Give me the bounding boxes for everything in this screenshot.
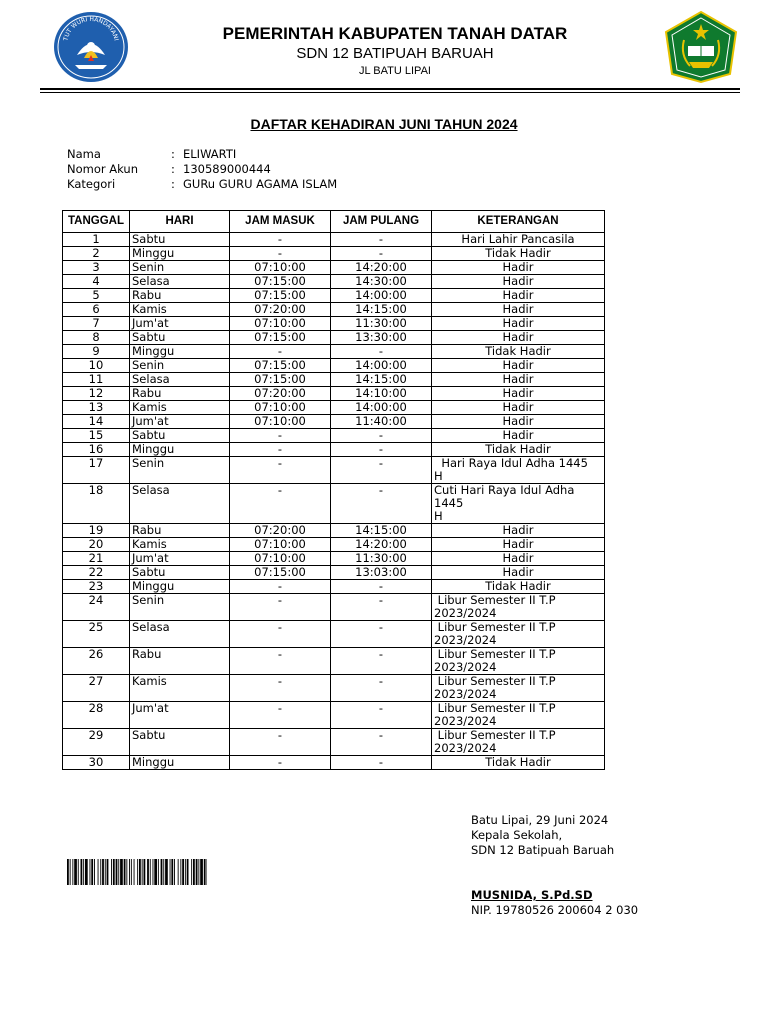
cell-jam-masuk: -: [230, 594, 331, 621]
barcode-bar: [200, 859, 203, 885]
info-value: 130589000444: [183, 162, 271, 176]
cell-keterangan: Libur Semester II T.P 2023/2024: [432, 594, 605, 621]
header-divider-thin: [40, 92, 740, 93]
cell-tanggal: 17: [63, 457, 130, 484]
cell-keterangan: Tidak Hadir: [432, 580, 605, 594]
government-heading: PEMERINTAH KABUPATEN TANAH DATAR: [222, 24, 568, 43]
cell-jam-pulang: -: [331, 648, 432, 675]
table-row: [63, 275, 605, 289]
barcode-bar: [161, 859, 163, 885]
cell-tanggal: 18: [63, 484, 130, 524]
cell-jam-pulang: 14:30:00: [331, 275, 432, 289]
cell-keterangan: Hadir: [432, 275, 605, 289]
table-row: [63, 401, 605, 415]
barcode-bar: [98, 859, 99, 885]
info-row-account: [67, 162, 337, 177]
info-colon: :: [171, 162, 175, 176]
cell-hari: Kamis: [130, 538, 230, 552]
cell-jam-pulang: 14:15:00: [331, 524, 432, 538]
cell-tanggal: 23: [63, 580, 130, 594]
cell-jam-pulang: -: [331, 345, 432, 359]
cell-jam-masuk: 07:10:00: [230, 538, 331, 552]
cell-jam-pulang: 11:40:00: [331, 415, 432, 429]
table-row: [63, 387, 605, 401]
cell-jam-masuk: -: [230, 429, 331, 443]
barcode-bar: [83, 859, 84, 885]
cell-tanggal: 29: [63, 729, 130, 756]
info-colon: :: [171, 147, 175, 161]
cell-tanggal: 20: [63, 538, 130, 552]
barcode-bar: [204, 859, 206, 885]
cell-jam-masuk: 07:15:00: [230, 566, 331, 580]
table-row: [63, 552, 605, 566]
cell-jam-masuk: -: [230, 580, 331, 594]
cell-keterangan: Tidak Hadir: [432, 345, 605, 359]
barcode-bar: [70, 859, 71, 885]
cell-keterangan: Hadir: [432, 429, 605, 443]
barcode-bar: [170, 859, 171, 885]
cell-jam-masuk: 07:20:00: [230, 524, 331, 538]
cell-keterangan: Hadir: [432, 415, 605, 429]
cell-keterangan: Libur Semester II T.P 2023/2024: [432, 648, 605, 675]
barcode-bar: [78, 859, 79, 885]
cell-jam-masuk: 07:10:00: [230, 401, 331, 415]
info-row-category: [67, 177, 337, 192]
cell-tanggal: 5: [63, 289, 130, 303]
cell-hari: Minggu: [130, 756, 230, 770]
cell-keterangan: Hadir: [432, 331, 605, 345]
table-header-row: [63, 211, 605, 233]
table-row: [63, 359, 605, 373]
cell-hari: Kamis: [130, 401, 230, 415]
barcode-bar: [107, 859, 109, 885]
cell-hari: Jum'at: [130, 317, 230, 331]
barcode-bar: [191, 859, 192, 885]
cell-jam-masuk: 07:10:00: [230, 261, 331, 275]
cell-keterangan: Hadir: [432, 289, 605, 303]
cell-jam-pulang: 14:20:00: [331, 261, 432, 275]
barcode-bar: [90, 859, 91, 885]
barcode-bar: [180, 859, 181, 885]
table-row: [63, 580, 605, 594]
cell-hari: Sabtu: [130, 729, 230, 756]
cell-jam-pulang: -: [331, 233, 432, 247]
table-row: [63, 415, 605, 429]
barcode-bar: [150, 859, 151, 885]
cell-jam-pulang: -: [331, 457, 432, 484]
barcode-bar: [74, 859, 77, 885]
cell-hari: Selasa: [130, 373, 230, 387]
cell-jam-pulang: 13:03:00: [331, 566, 432, 580]
cell-hari: Rabu: [130, 387, 230, 401]
info-colon: :: [171, 177, 175, 191]
cell-jam-pulang: -: [331, 702, 432, 729]
svg-text:TUT WURI HANDAYANI: TUT WURI HANDAYANI: [62, 15, 120, 42]
barcode-bar: [72, 859, 73, 885]
cell-jam-masuk: -: [230, 457, 331, 484]
table-row: [63, 621, 605, 648]
barcode-bar: [118, 859, 119, 885]
cell-hari: Selasa: [130, 275, 230, 289]
barcode-bar: [129, 859, 130, 885]
info-label: Nama: [67, 147, 101, 161]
cell-tanggal: 11: [63, 373, 130, 387]
barcode-bar: [171, 859, 173, 885]
cell-hari: Kamis: [130, 675, 230, 702]
cell-keterangan: Hadir: [432, 373, 605, 387]
cell-tanggal: 2: [63, 247, 130, 261]
info-label: Nomor Akun: [67, 162, 139, 176]
cell-keterangan: Hari Raya Idul Adha 1445 H: [432, 457, 605, 484]
barcode-bar: [139, 859, 141, 885]
barcode-bar: [116, 859, 118, 885]
cell-jam-pulang: -: [331, 484, 432, 524]
cell-hari: Senin: [130, 261, 230, 275]
cell-tanggal: 24: [63, 594, 130, 621]
cell-tanggal: 7: [63, 317, 130, 331]
cell-tanggal: 10: [63, 359, 130, 373]
cell-jam-pulang: 14:15:00: [331, 373, 432, 387]
table-row: [63, 429, 605, 443]
barcode-bar: [67, 859, 69, 885]
column-header-jam-masuk: JAM MASUK: [230, 211, 331, 233]
cell-tanggal: 28: [63, 702, 130, 729]
cell-keterangan: Hadir: [432, 401, 605, 415]
cell-hari: Senin: [130, 594, 230, 621]
table-row: [63, 457, 605, 484]
cell-jam-pulang: 14:00:00: [331, 289, 432, 303]
barcode-bar: [131, 859, 132, 885]
column-header-jam-pulang: JAM PULANG: [331, 211, 432, 233]
barcode-bar: [81, 859, 83, 885]
cell-jam-masuk: -: [230, 675, 331, 702]
cell-keterangan: Tidak Hadir: [432, 756, 605, 770]
barcode-bar: [137, 859, 138, 885]
cell-jam-masuk: -: [230, 702, 331, 729]
cell-keterangan: Hari Lahir Pancasila: [432, 233, 605, 247]
barcode-bar: [102, 859, 104, 885]
cell-jam-masuk: -: [230, 484, 331, 524]
barcode-bar: [91, 859, 93, 885]
barcode-bar: [178, 859, 179, 885]
table-row: [63, 233, 605, 247]
cell-jam-pulang: -: [331, 247, 432, 261]
cell-hari: Rabu: [130, 289, 230, 303]
cell-jam-pulang: 14:20:00: [331, 538, 432, 552]
cell-jam-pulang: -: [331, 594, 432, 621]
table-row: [63, 373, 605, 387]
barcode-bar: [113, 859, 115, 885]
cell-jam-masuk: 07:15:00: [230, 359, 331, 373]
barcode-bar: [120, 859, 123, 885]
barcode-bar: [126, 859, 127, 885]
info-label: Kategori: [67, 177, 116, 191]
cell-hari: Sabtu: [130, 429, 230, 443]
cell-hari: Jum'at: [130, 552, 230, 566]
cell-hari: Rabu: [130, 524, 230, 538]
barcode-bar: [142, 859, 143, 885]
header-divider: [40, 88, 740, 90]
cell-keterangan: Hadir: [432, 359, 605, 373]
barcode-bar: [182, 859, 184, 885]
signatory-nip: NIP. 19780526 200604 2 030: [471, 903, 639, 917]
school-name: SDN 12 BATIPUAH BARUAH: [296, 45, 494, 62]
barcode-bar: [193, 859, 195, 885]
school-address: JL BATU LIPAI: [359, 65, 431, 77]
table-row: [63, 331, 605, 345]
table-row: [63, 756, 605, 770]
table-row: [63, 594, 605, 621]
table-row: [63, 675, 605, 702]
cell-jam-pulang: -: [331, 621, 432, 648]
cell-jam-pulang: -: [331, 580, 432, 594]
cell-jam-masuk: 07:20:00: [230, 303, 331, 317]
barcode-bar: [174, 859, 175, 885]
barcode-bar: [153, 859, 154, 885]
cell-keterangan: Hadir: [432, 552, 605, 566]
table-row: [63, 538, 605, 552]
cell-jam-masuk: 07:15:00: [230, 275, 331, 289]
cell-jam-masuk: 07:10:00: [230, 415, 331, 429]
cell-keterangan: Cuti Hari Raya Idul Adha 1445 H: [432, 484, 605, 524]
cell-keterangan: Hadir: [432, 538, 605, 552]
cell-hari: Senin: [130, 457, 230, 484]
cell-jam-pulang: 14:15:00: [331, 303, 432, 317]
cell-jam-masuk: 07:15:00: [230, 289, 331, 303]
cell-jam-masuk: -: [230, 247, 331, 261]
cell-keterangan: Hadir: [432, 303, 605, 317]
cell-jam-masuk: -: [230, 233, 331, 247]
cell-tanggal: 14: [63, 415, 130, 429]
cell-jam-pulang: -: [331, 429, 432, 443]
barcode-bar: [154, 859, 157, 885]
cell-keterangan: Hadir: [432, 387, 605, 401]
cell-tanggal: 21: [63, 552, 130, 566]
cell-jam-masuk: 07:10:00: [230, 552, 331, 566]
cell-jam-pulang: -: [331, 675, 432, 702]
cell-tanggal: 19: [63, 524, 130, 538]
barcode-bar: [144, 859, 146, 885]
cell-keterangan: Libur Semester II T.P 2023/2024: [432, 675, 605, 702]
signature-role: Kepala Sekolah,: [471, 828, 563, 842]
cell-jam-pulang: -: [331, 443, 432, 457]
cell-tanggal: 25: [63, 621, 130, 648]
cell-tanggal: 22: [63, 566, 130, 580]
table-row: [63, 317, 605, 331]
table-row: [63, 303, 605, 317]
table-row: [63, 443, 605, 457]
cell-jam-pulang: -: [331, 756, 432, 770]
cell-jam-masuk: -: [230, 648, 331, 675]
cell-jam-pulang: 13:30:00: [331, 331, 432, 345]
barcode-bar: [100, 859, 101, 885]
cell-hari: Minggu: [130, 580, 230, 594]
cell-hari: Sabtu: [130, 233, 230, 247]
cell-tanggal: 26: [63, 648, 130, 675]
signature-place-date: Batu Lipai, 29 Juni 2024: [471, 813, 609, 827]
cell-jam-masuk: -: [230, 756, 331, 770]
cell-tanggal: 13: [63, 401, 130, 415]
barcode-bar: [124, 859, 126, 885]
cell-keterangan: Hadir: [432, 566, 605, 580]
barcode-bar: [185, 859, 186, 885]
table-row: [63, 261, 605, 275]
barcode-bar: [94, 859, 95, 885]
cell-jam-masuk: 07:15:00: [230, 373, 331, 387]
barcode-bar: [163, 859, 164, 885]
cell-keterangan: Tidak Hadir: [432, 247, 605, 261]
cell-jam-pulang: 14:00:00: [331, 401, 432, 415]
cell-keterangan: Libur Semester II T.P 2023/2024: [432, 702, 605, 729]
column-header-keterangan: KETERANGAN: [432, 211, 605, 233]
cell-jam-masuk: 07:20:00: [230, 387, 331, 401]
table-row: [63, 524, 605, 538]
barcode-bar: [85, 859, 88, 885]
table-row: [63, 247, 605, 261]
signature-school: SDN 12 Batipuah Baruah: [471, 843, 615, 857]
cell-hari: Kamis: [130, 303, 230, 317]
barcode-bar: [158, 859, 159, 885]
cell-jam-masuk: -: [230, 621, 331, 648]
cell-jam-pulang: 14:00:00: [331, 359, 432, 373]
attendance-rows: [63, 233, 605, 770]
table-row: [63, 729, 605, 756]
barcode-bar: [165, 859, 168, 885]
cell-tanggal: 6: [63, 303, 130, 317]
cell-jam-masuk: -: [230, 443, 331, 457]
cell-hari: Minggu: [130, 345, 230, 359]
cell-hari: Sabtu: [130, 566, 230, 580]
cell-keterangan: Libur Semester II T.P 2023/2024: [432, 729, 605, 756]
cell-keterangan: Hadir: [432, 524, 605, 538]
column-header-hari: HARI: [130, 211, 230, 233]
info-row-name: [67, 147, 337, 162]
cell-keterangan: Tidak Hadir: [432, 443, 605, 457]
cell-keterangan: Hadir: [432, 317, 605, 331]
cell-tanggal: 30: [63, 756, 130, 770]
cell-hari: Rabu: [130, 648, 230, 675]
barcode-bar: [207, 859, 208, 885]
cell-keterangan: Hadir: [432, 261, 605, 275]
cell-tanggal: 12: [63, 387, 130, 401]
attendance-table: [62, 210, 605, 770]
cell-tanggal: 15: [63, 429, 130, 443]
cell-hari: Selasa: [130, 621, 230, 648]
cell-tanggal: 16: [63, 443, 130, 457]
cell-hari: Jum'at: [130, 702, 230, 729]
table-row: [63, 289, 605, 303]
cell-tanggal: 9: [63, 345, 130, 359]
column-header-tanggal: TANGGAL: [63, 211, 130, 233]
info-value: ELIWARTI: [183, 147, 237, 161]
cell-jam-pulang: 11:30:00: [331, 317, 432, 331]
employee-info: [67, 147, 337, 192]
table-row: [63, 702, 605, 729]
cell-keterangan: Libur Semester II T.P 2023/2024: [432, 621, 605, 648]
cell-jam-masuk: 07:15:00: [230, 331, 331, 345]
signature-block: [471, 813, 614, 858]
barcode-bar: [198, 859, 199, 885]
barcode-bar: [105, 859, 106, 885]
cell-hari: Minggu: [130, 443, 230, 457]
cell-hari: Minggu: [130, 247, 230, 261]
barcode-bar: [134, 859, 135, 885]
barcode-graphic: [67, 859, 207, 885]
cell-hari: Jum'at: [130, 415, 230, 429]
barcode-bar: [111, 859, 112, 885]
signatory-name: MUSNIDA, S.Pd.SD: [471, 888, 593, 902]
document-title: DAFTAR KEHADIRAN JUNI TAHUN 2024: [250, 116, 518, 132]
cell-hari: Senin: [130, 359, 230, 373]
barcode-bar: [196, 859, 198, 885]
info-value: GURu GURU AGAMA ISLAM: [183, 177, 338, 191]
cell-tanggal: 27: [63, 675, 130, 702]
cell-jam-masuk: 07:10:00: [230, 317, 331, 331]
table-row: [63, 345, 605, 359]
cell-tanggal: 1: [63, 233, 130, 247]
cell-jam-pulang: -: [331, 729, 432, 756]
cell-hari: Sabtu: [130, 331, 230, 345]
table-row: [63, 648, 605, 675]
cell-hari: Selasa: [130, 484, 230, 524]
cell-tanggal: 8: [63, 331, 130, 345]
cell-tanggal: 3: [63, 261, 130, 275]
cell-tanggal: 4: [63, 275, 130, 289]
table-row: [63, 566, 605, 580]
barcode-bar: [147, 859, 149, 885]
cell-jam-masuk: -: [230, 729, 331, 756]
cell-jam-pulang: 11:30:00: [331, 552, 432, 566]
table-row: [63, 484, 605, 524]
cell-jam-masuk: -: [230, 345, 331, 359]
cell-jam-pulang: 14:10:00: [331, 387, 432, 401]
barcode-bar: [187, 859, 189, 885]
